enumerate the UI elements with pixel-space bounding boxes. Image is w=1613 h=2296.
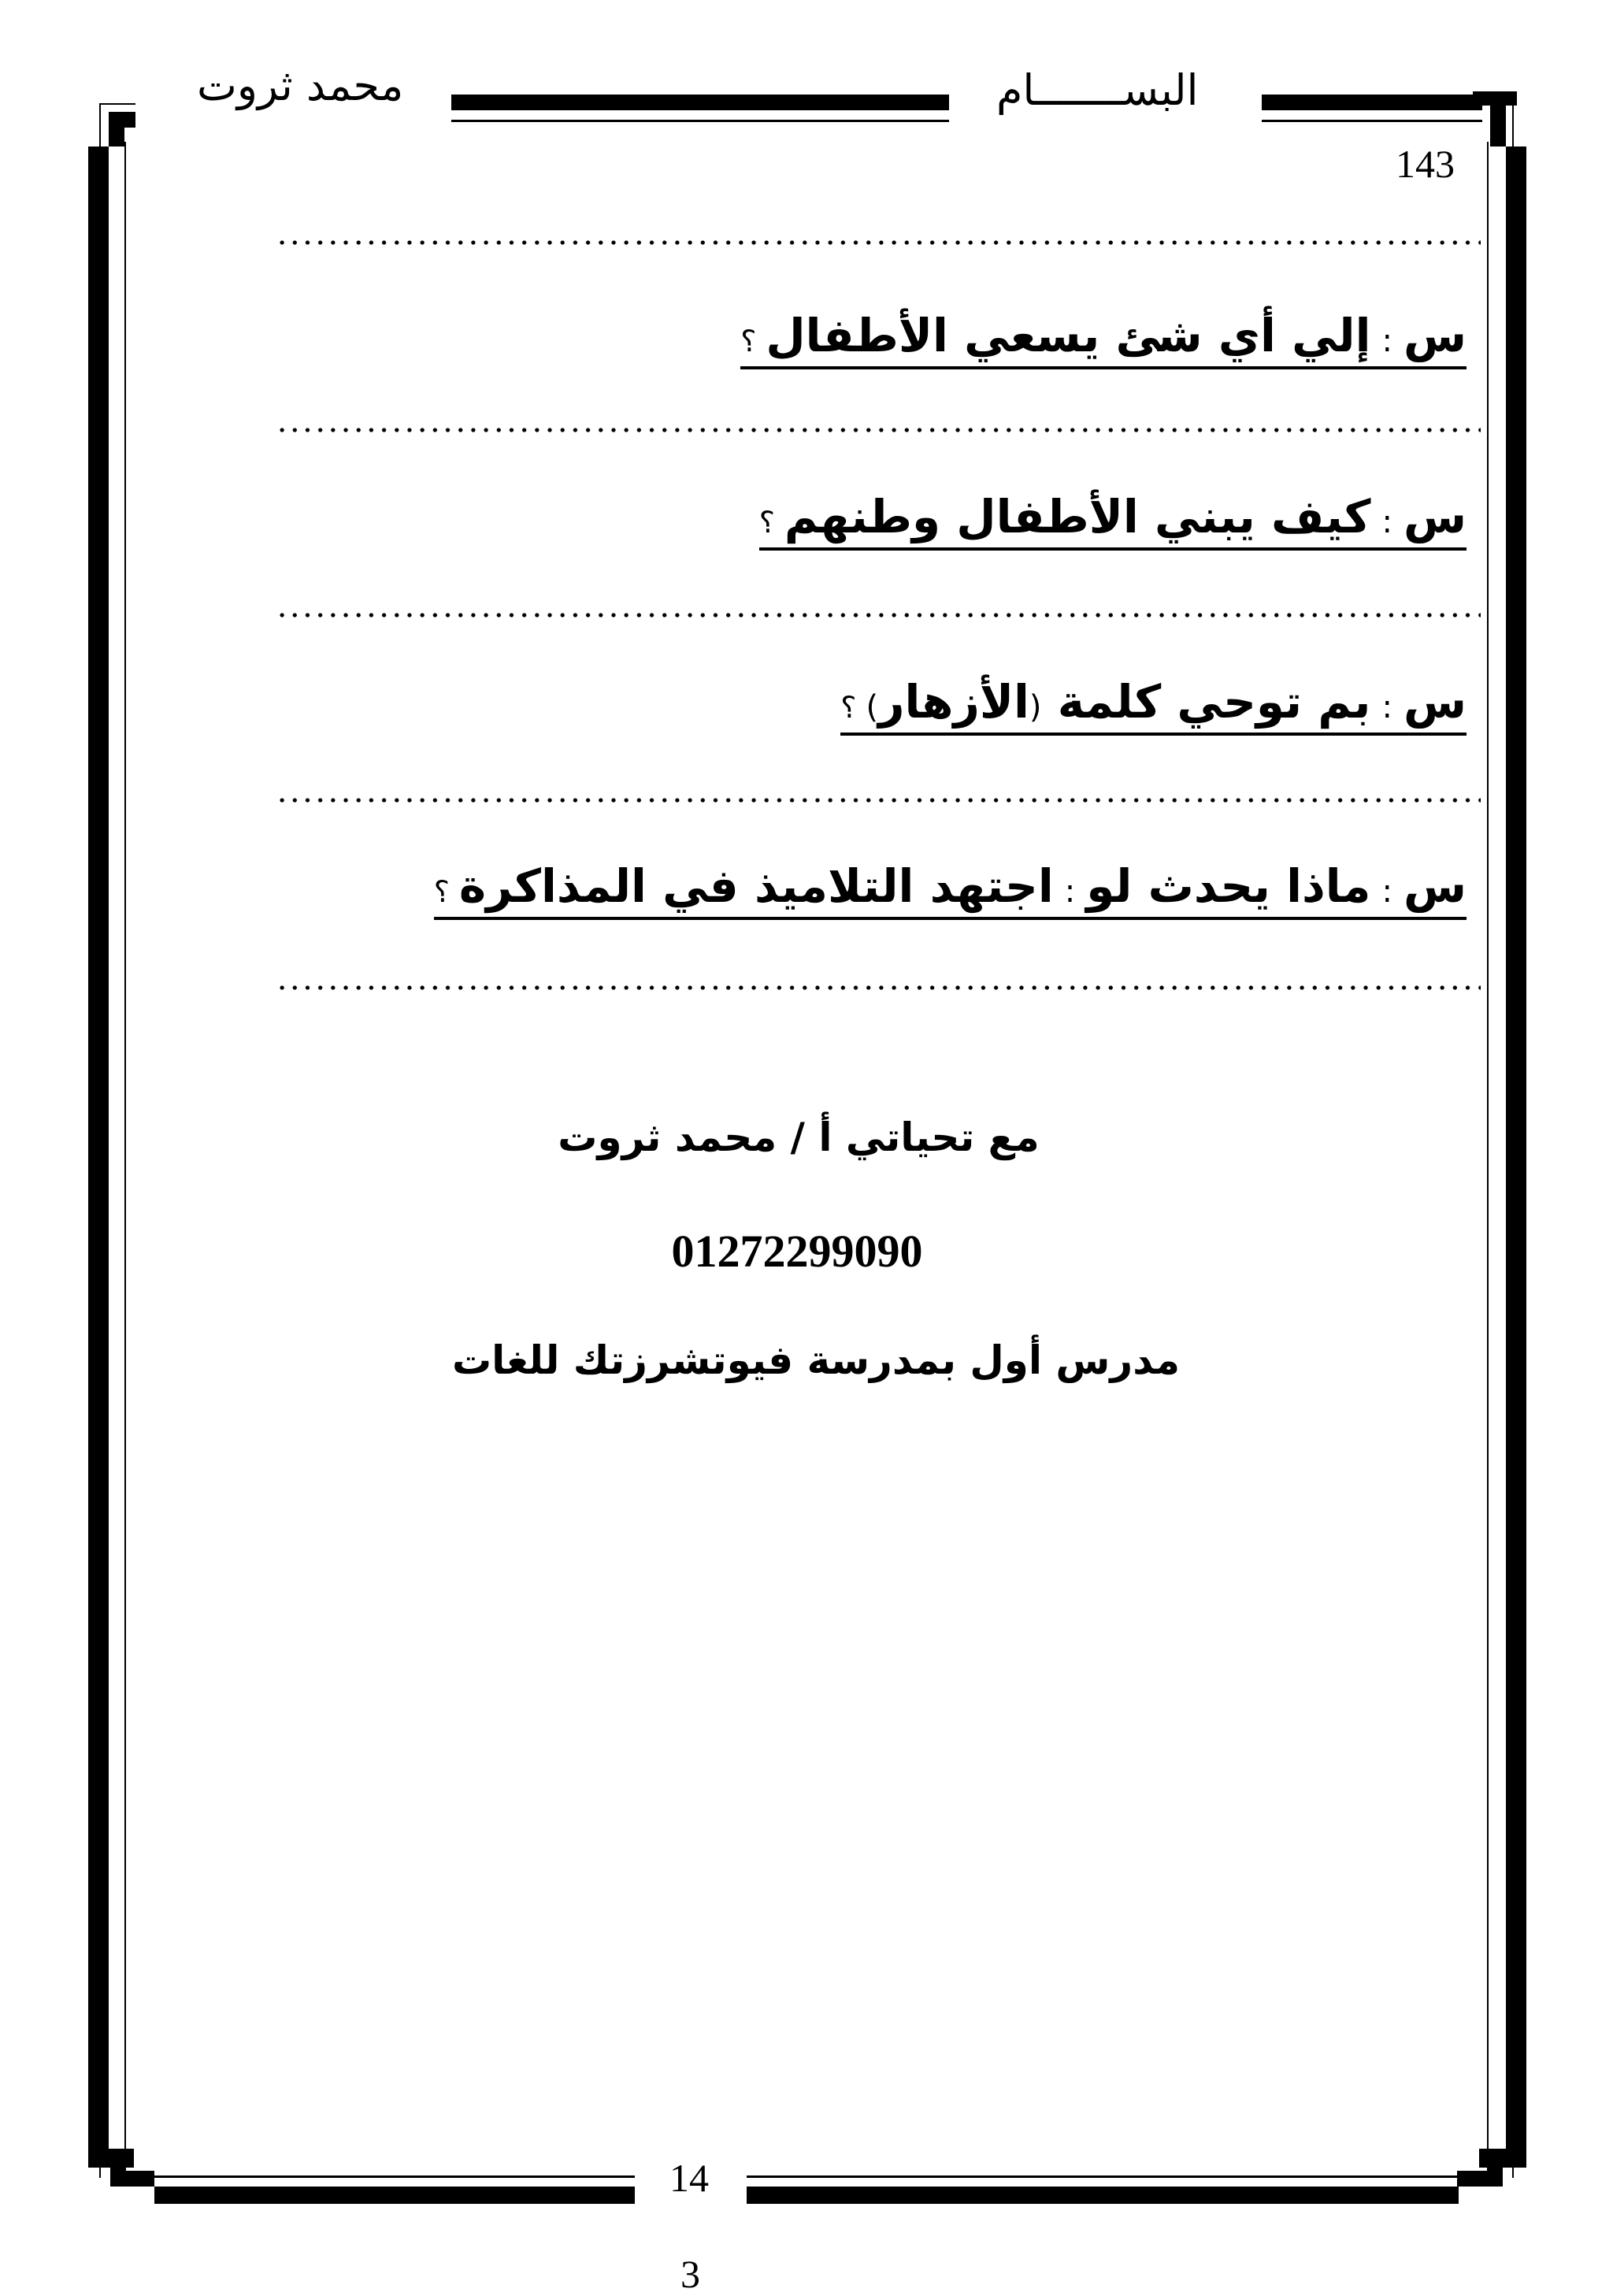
header-rule-left <box>451 95 949 110</box>
answer-dots-line <box>276 610 1481 620</box>
footer-rule-left <box>154 2187 635 2204</box>
header-author: محمد ثروت <box>197 61 404 110</box>
question-text: إلي أي شئ يسعي الأطفال <box>766 309 1371 362</box>
signature-greeting: مع تحياتي أ / محمد ثروت <box>558 1115 1040 1160</box>
answer-dots-line <box>276 796 1481 805</box>
header-rule-right <box>1262 95 1482 110</box>
question-prefix: س <box>1403 859 1467 913</box>
question-4: س:ماذا يحدث لو:اجتهد التلاميذ في المذاكرة؟ <box>434 862 1467 920</box>
answer-dots-line <box>276 983 1481 992</box>
question-3: س:بم توحي كلمة (الأزهار)؟ <box>840 677 1467 736</box>
answer-dots-line <box>276 238 1481 247</box>
footer-page-number-cont: 3 <box>680 2252 700 2296</box>
question-prefix: س <box>1403 490 1467 543</box>
question-text: اجتهد التلاميذ في المذاكرة <box>458 859 1054 913</box>
question-prefix: س <box>1403 309 1467 362</box>
signature-phone: 01272299090 <box>671 1226 923 1277</box>
footer-page-number: 14 <box>669 2156 709 2200</box>
page-number: 143 <box>1396 142 1455 186</box>
signature-role: مدرس أول بمدرسة فيوتشرزتك للغات <box>451 1337 1181 1383</box>
header-title: البســـــــام <box>996 65 1199 115</box>
question-text: ماذا يحدث لو <box>1086 859 1371 913</box>
question-keyword: الأزهار <box>878 675 1029 729</box>
question-prefix: س <box>1403 675 1467 729</box>
answer-dots-line <box>276 425 1481 435</box>
question-2: س:كيف يبني الأطفال وطنهم؟ <box>759 492 1467 551</box>
footer-rule-right <box>747 2187 1459 2204</box>
question-1: س:إلي أي شئ يسعي الأطفال؟ <box>740 311 1467 369</box>
question-text: بم توحي كلمة <box>1057 675 1371 729</box>
question-text: كيف يبني الأطفال وطنهم <box>784 490 1371 543</box>
